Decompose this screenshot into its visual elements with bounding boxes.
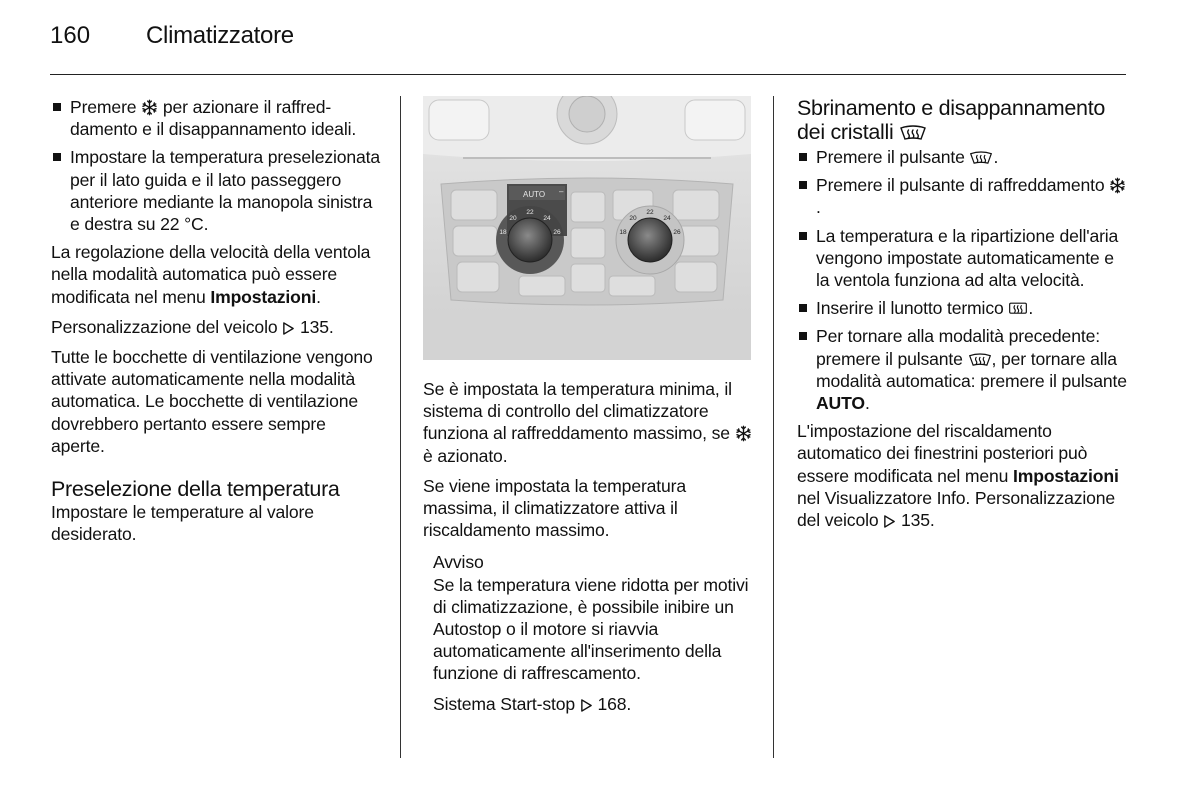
- cross-reference-arrow-icon: [282, 321, 295, 336]
- notice-box: [433, 551, 753, 714]
- section-heading: Sbrinamento e disappannamento dei cristalli: [797, 96, 1106, 144]
- column-left: [51, 96, 381, 553]
- menu-name: Impostazioni: [1012, 465, 1119, 486]
- svg-text:18: 18: [619, 229, 627, 236]
- bullet-item: Premere il pulsante di raffreddamento .: [797, 174, 1127, 218]
- column-middle: [423, 378, 753, 723]
- cross-reference[interactable]: Personalizzazione del veicolo 135.: [51, 316, 334, 337]
- windshield-defrost-icon: [899, 124, 927, 142]
- chapter-title: Climatizzatore: [146, 22, 294, 49]
- cross-reference-arrow-icon: [580, 698, 593, 713]
- svg-text:26: 26: [673, 229, 681, 236]
- paragraph: Se è impostata la temperatura minima, il sistema di controllo del climatizzatore funziona al raffreddamento massimo, se è azionato.: [423, 378, 753, 467]
- paragraph: L'impostazione del riscaldamento automatico dei finestrini posteriori può essere modificata nel menu Impostazioni nel Visualizzatore Info. Personalizzazione del veicolo 135.: [797, 421, 1119, 531]
- bullet-item: Premere il pulsante .: [797, 146, 1127, 168]
- svg-text:20: 20: [629, 215, 637, 222]
- paragraph: Se viene impostata la temperatura massima, il climatizzatore attiva il riscaldamento massimo.: [423, 475, 687, 541]
- cross-reference[interactable]: Sistema Start-stop 168.: [433, 693, 632, 714]
- windshield-defrost-icon: [968, 352, 992, 368]
- svg-text:24: 24: [663, 215, 671, 222]
- column-right: [797, 96, 1127, 539]
- bullet-item: La temperatura e la ripartizione dell'aria vengono impostate automaticamente e la ventola funziona ad alta velocità.: [797, 225, 1127, 292]
- column-divider-left: [400, 96, 401, 758]
- snowflake-icon: [735, 425, 752, 442]
- bullet-item: Impostare la temperatura preselezionata per il lato guida e il lato passeggero anteriore mediante la manopola sinistra e destra su 22 °C.: [51, 146, 381, 235]
- bullet-item: Premere per azionare il raffred-damento e il disappannamento ideali.: [51, 96, 381, 140]
- paragraph: Impostare le temperature al valore desiderato.: [51, 502, 314, 545]
- svg-text:20: 20: [509, 215, 517, 222]
- svg-text:–: –: [559, 187, 564, 196]
- column-divider-right: [773, 96, 774, 758]
- svg-text:24: 24: [543, 215, 551, 222]
- notice-text: Se la temperatura viene ridotta per motivi di climatizzazione, è possibile inibire un Autostop o il motore si riavvia automaticamente all'inserimento della funzione di raffrescamento.: [433, 574, 749, 684]
- menu-name: Impostazioni: [210, 286, 317, 307]
- section-heading: Preselezione della temperatura: [51, 477, 340, 502]
- page-number: 160: [50, 22, 91, 49]
- bullet-item: Per tornare alla modalità precedente: premere il pulsante , per tornare alla modalità automatica: premere il pulsante AUTO.: [797, 325, 1127, 414]
- cross-reference-arrow-icon: [883, 514, 896, 529]
- svg-text:22: 22: [646, 209, 654, 216]
- windshield-defrost-icon: [969, 150, 993, 166]
- rear-window-heating-icon: [1008, 301, 1028, 317]
- page-header: [50, 22, 294, 58]
- climate-control-panel-image: [423, 96, 751, 360]
- svg-text:26: 26: [553, 229, 561, 236]
- svg-text:18: 18: [499, 229, 507, 236]
- paragraph: Tutte le bocchette di ventilazione vengono attivate automaticamente nella modalità automatica. Le bocchette di ventilazione dovrebbero pertanto essere sempre aperte.: [51, 347, 373, 456]
- notice-title: Avviso: [433, 552, 484, 573]
- header-divider: [50, 74, 1126, 75]
- svg-text:AUTO: AUTO: [523, 190, 546, 199]
- bullet-item: Inserire il lunotto termico .: [797, 297, 1127, 319]
- snowflake-icon: [1109, 177, 1126, 194]
- snowflake-icon: [141, 99, 158, 116]
- svg-text:22: 22: [526, 209, 534, 216]
- paragraph: La regolazione della velocità della ventola nella modalità automatica può essere modificata nel menu Impostazioni.: [51, 242, 371, 307]
- auto-label: AUTO: [816, 393, 865, 414]
